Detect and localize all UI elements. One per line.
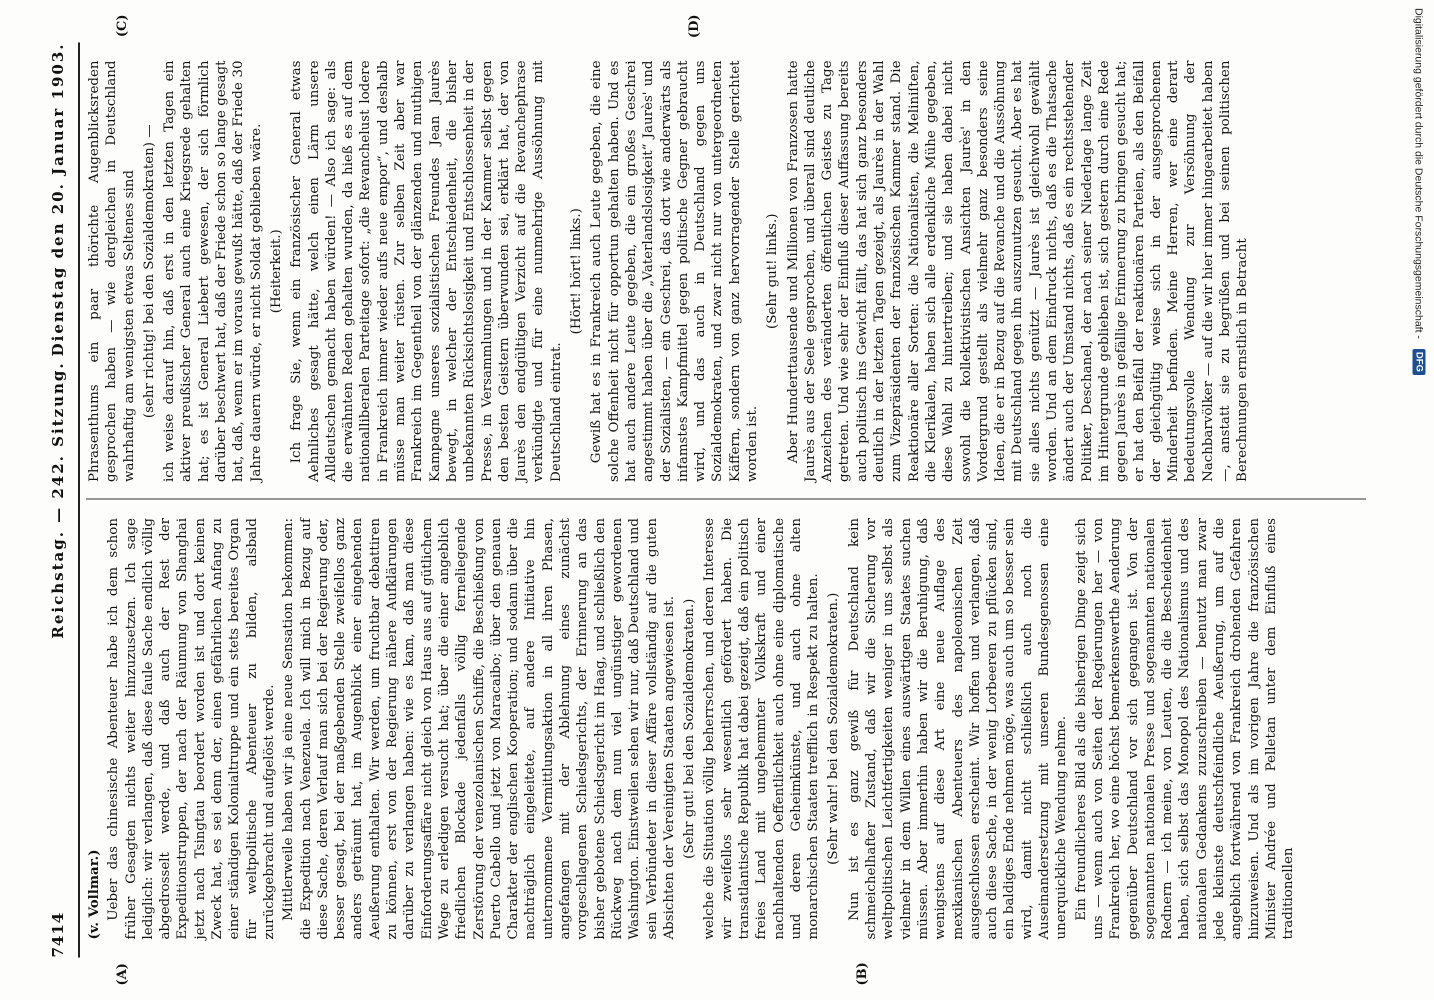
paragraph: Aber Hunderttausende und Millionen von Franzosen hatte Jaurès aus der Seele gesprochen, und überall sind deutliche Anzeichen des veränderten öffentlichen Geistes zu Tage getreten. Und wie sehr der Einfluß dieser Auffassung bereits auch politisch ins Gewicht fällt, das hat sich ganz besonders deutlich in der letzten Tagen gezeigt, als Jaurès in der Wahl zum Vizepräsidenten der französischen Kammer stand. Die Reaktionäre aller Sorten: die Nationalisten, die Meliniſten, die Klerikalen, haben sich alle erdenkliche Mühe gegeben, diese Wahl zu hintertreiben; und sie haben dabei nicht sowohl die kollektivistischen Ansichten Jaurès' in den Vordergrund gestellt als vielmehr ganz besonders seine Ideen, die er in Bezug auf die Revanche und die Aussöhnung mit Deutschland gegen ihn auszunutzen gesucht. Aber es hat sie alles nichts genützt — Jaurès ist gleichwohl gewählt worden. Und an dem Eindruck nichts, daß es die Thatsache ändert auch der Umstand nichts, daß es ein rechtsstehender Politiker, Deschanel, der nach seiner Niederlage lange Zeit im Hintergrunde geblieben ist, sich gestern durch eine Rede gegen Jaurès in gefällige Erinnerung zu bringen gesucht hat; er hat den Beifall der reaktionären Parteien, als den Beifall der gleichgültig weise sich in der ausgesprochenen Minderheit befinden. Meine Herren, wer eine derart bedeutungsvolle Wendung zur Versöhnung der Nachbarvölker — auf die wir hier immer hingearbeitet haben —, anstatt sie zu begrüßen und bei seinen politischen Berechnungen ernstlich in Betracht [785,60,1251,482]
margin-marker-c: (C) [115,14,130,38]
paragraph: welche die Situation völlig beherrschen, und deren Interesse wir zweifellos sehr wesentlich gefördert haben. Die transatlantische Republik hat dabei gezeigt, daß ein politisch freies Land mit ungehemmter Volkskraft und einer nachhaltenden Oeffentlichkeit auch ohne eine diplomatische und deren Geheimkünste, und auch ohne alten monarchischen Staaten trefflich in Respekt zu halten. [702,518,822,940]
credit-text-wrap [1413,8,1426,375]
speaker-name: (v. Vollmar.) [86,849,102,940]
session-date: Dienstag den 20. Januar 1903. [49,42,67,357]
paragraph: Ein freundlicheres Bild als die bisherigen Dinge zeigt sich uns — wenn auch von Seiten der Regierungen her — von Frankreich her, wo eine höchst bemerkenswerthe Aenderung gegenüber Deutschland vor sich gegangen ist. Von der sogenannten nationalen Presse und sogenannten nationalen Rednern — ich meine, von Leuten, die die Bescheidenheit haben, sich selbst das Monopol des Nationalismus und des nationalen Gedankens zuzuschreiben — benutzt man zwar jede kleinste deutschfeindliche Aeußerung, um auf die angeblich fortwährend von Frankreich drohenden Gefahren hinzuweisen. Und als im vorigen Jahre die französischen Minister Andrée und Pelletan unter dem Einfluß eines traditionellen [1073,518,1297,940]
paragraph: Nun ist es ganz gewiß für Deutschland kein schmeichelhafter Zustand, daß wir die Sicherung vor weltpolitischen Leichtfertigkeiten weniger in uns selbst als vielmehr in dem Willen eines auswärtigen Staates suchen müssen. Aber immerhin haben wir die Beruhigung, daß wenigstens auf diese Art eine neue Auflage des mexikanischen Abenteuers des napoleonischen Zeit ausgeschlossen erscheint. Wir hoffen und verlangen, daß auch diese Sache, in der wenig Lorbeeren zu pflücken sind, ein baldiges Ende nehmen möge, was auch um so besser sein wird, damit nicht schließlich auch noch die Auseinandersetzung mit unseren Bundesgenossen eine unerquickliche Wendung nehme. [846,518,1070,940]
credit-text: Digitalisierung gefördert durch die Deutsche Forschungsgemeinschaft - [1413,8,1425,339]
margin-marker-b: (B) [855,962,870,986]
interjection: (Sehr wahr! bei den Sozialdemokraten.) [826,592,842,865]
digitization-credit [1407,8,1431,992]
paragraph: Ueber das chinesische Abenteuer habe ich dem schon früher Gesagten nichts weiter hinzuzusetzen. Ich sage lediglich: wir verlangen, daß diese faule Sache endlich völlig abgedrosselt werde, und daß auch der Rest der Expeditionstruppen, der nach der Räumung von Shanghai jetzt nach Tsingtau beordert worden ist und dort keinen Zweck hat, es sei denn der, einen gefährlichen Anfang zu einer ständigen Kolonialtruppe und ein stets bereites Organ für weltpolitische Abenteuer zu bilden, alsbald zurückgebracht und aufgelöst werde. [106,518,277,940]
running-head [44,43,72,958]
interjection: (Heiterkeit.) [268,229,284,314]
right-column [86,14,1366,501]
interjection: (Hört! hört! links.) [569,208,585,335]
text-columns [86,14,1366,986]
margin-marker-a: (A) [115,963,130,986]
paragraph: ich weise darauf hin, daß erst in den letzten Tagen ein aktiver preußischer General auch eine Kriegsrede gehalten hat; es ist General Liebert gewesen, der sich förmlich darüber beschwert hat, daß der Friede schon so lange gesagt hat, daß, wenn er im voraus gewußt hätte, daß der Friede 30 Jahre dauern würde, er nicht Soldat geblieben wäre. [162,60,264,482]
rotated-document [22,13,1402,988]
margin-marker-d: (D) [687,14,702,39]
header-rule [78,43,80,958]
interjection: (sehr richtig! bei den Sozialdemokraten) — [141,124,157,419]
paragraph: Mittlerweile haben wir ja eine neue Sensation bekommen: die Expedition nach Venezuela. Ich will mich in Bezug auf diese Sache, deren Verlauf man sich bei der Regierung oder, besser gesagt, bei der maßgebenden Stelle zweifellos ganz anders geträumt hat, im Augenblick einer eingehenden Aeußerung enthalten. Wir werden, um fruchtbar debattiren zu können, erst von der Regierung nähere Aufklärungen darüber zu verlangen haben: wie es kam, daß man diese Einforderungsaffäre nicht gleich von Haus aus auf gütlichem Wege zu erledigen versucht hat; über die einer angeblich friedlichen Blockade jedenfalls völlig ferneliegende Zerstörung der venezolanischen Schiffe, die Beschießung von Puerto Cabello und jetzt von Maracaibo; über den genauen Charakter der englischen Kooperation; und sodann über die nachträglich eingeleitete, auf andere Initiative hin unternommene Vermittlungsaktion in all ihren Phasen, angefangen mit der Ablehnung eines zunächst vorgeschlagenen Schiedsgerichts, der Erinnerung an das bisher gebotene Schiedsgericht im Haag, und schließlich den Rückweg nach dem nun viel ungünstiger gewordenen Washington. Einstweilen sehen wir nur, daß Deutschland und sein Verbündeter in dieser Affäre vollständig auf die guten Absichten der Vereinigten Staaten angewiesen ist. [281,518,677,940]
paragraph: Phrasenthums ein paar thörichte Augenblicksreden gesprochen haben — wie dergleichen in Deutschland wahrhaftig am wenigsten etwas Seltenes sind [87,60,137,482]
interjection: (Sehr gut! links.) [765,213,781,329]
paragraph: Ich frage Sie, wenn ein französischer General etwas Aehnliches gesagt hätte, welch einen Lärm unsere Alldeutschen gemacht haben würden! — Also ich sage: als die erwähnten Reden gehalten wurden, da hieß es auf dem nationalliberalen Parteitage sofort: „die Revanchelust lodere in Frankreich immer wieder aufs neue empor“, und deshalb müsse man weiter rüsten. Zur selben Zeit aber war Frankreich im Gegentheil von der glänzenden und muthigen Kampagne unseres sozialistischen Freundes Jean Jaurès bewegt, in welcher der Entschiedenheit, die bisher unbekannten Rücksichtslosigkeit und Entschlossenheit in der Presse, in Versammlungen und in der Kammer selbst gegen den besten Geistern überwunden sei, erklärt hat, der von Jaurès den endgültigen Verzicht auf die Revanchephrase verkündigte und für eine nunmehrige Aussöhnung mit Deutschland eintrat. [289,60,564,482]
paragraph: Gewiß hat es in Frankreich auch Leute gegeben, die eine solche Offenheit nicht für opportun gehalten haben. Und es hat auch andere Leute gegeben, die ein großes Geschrei angestimmt haben über die „Vaterlandslosigkeit“ Jaurès' und der Sozialisten, — ein Geschrei, das dort wie anderwärts als infamstes Kampfmittel gegen politische Gegner gebraucht wird, und das auch in Deutschland gegen uns Sozialdemokraten, und zwar nicht nur von untergeordneten Käffern, sondern von ganz hervorragender Stelle gerichtet worden ist. [589,60,760,482]
page-number: 7414 [49,911,67,958]
session-title: Reichstag. — 242. Sitzung. [49,361,67,639]
interjection: (Sehr gut! bei den Sozialdemokraten.) [682,598,698,859]
dfg-logo: DFG [1413,349,1426,375]
left-column [86,500,1366,986]
